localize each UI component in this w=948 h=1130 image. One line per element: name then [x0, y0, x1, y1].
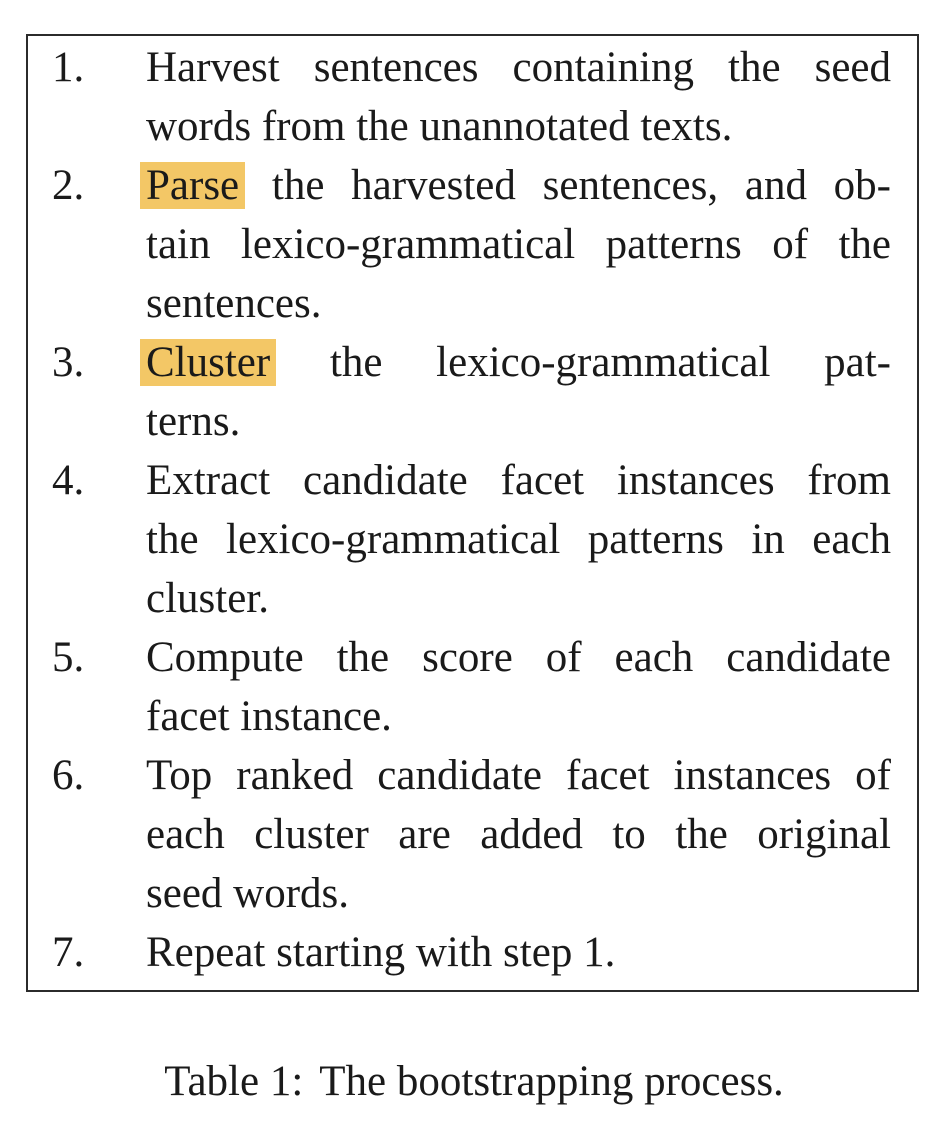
step-text: [146, 923, 891, 982]
step-line: Top ranked candidate facet instances of: [146, 752, 891, 799]
table-caption: [0, 1052, 948, 1111]
step-line-rest: the harvested sentences, and ob-: [245, 162, 891, 209]
step-number: 6.: [52, 752, 85, 799]
caption-label: Table 1:: [164, 1058, 304, 1105]
step-line-first: [146, 156, 891, 215]
step-number: 7.: [52, 929, 85, 976]
step-text: [146, 746, 891, 923]
step-number: 5.: [52, 634, 85, 681]
step-line: Repeat starting with step 1.: [146, 929, 616, 976]
step-text: [146, 451, 891, 628]
step-line: sentences.: [146, 280, 322, 327]
step-line: each cluster are added to the original: [146, 811, 891, 858]
step-line: tain lexico-grammatical patterns of the: [146, 221, 891, 268]
step-number: 3.: [52, 339, 85, 386]
step-line-rest: the lexico-grammatical pat-: [276, 339, 891, 386]
step-number: 4.: [52, 457, 85, 504]
highlighted-word: Parse: [140, 162, 245, 209]
step-line: terns.: [146, 398, 241, 445]
step-line: Harvest sentences containing the seed: [146, 44, 891, 91]
step-line: the lexico-grammatical patterns in each: [146, 516, 891, 563]
step-line: facet instance.: [146, 693, 392, 740]
step-number: 1.: [52, 44, 85, 91]
step-line: Compute the score of each candidate: [146, 634, 891, 681]
step-text: [146, 333, 891, 451]
step-text: [146, 38, 891, 156]
caption-text: The bootstrapping process.: [319, 1058, 784, 1105]
step-text: [146, 156, 891, 333]
step-line: cluster.: [146, 575, 269, 622]
step-line: seed words.: [146, 870, 350, 917]
step-text: [146, 628, 891, 746]
step-line: words from the unannotated texts.: [146, 103, 733, 150]
highlighted-word: Cluster: [140, 339, 276, 386]
step-line: Extract candidate facet instances from: [146, 457, 891, 504]
step-line-first: [146, 333, 891, 392]
steps-table-box: [26, 34, 919, 992]
step-number: 2.: [52, 162, 85, 209]
